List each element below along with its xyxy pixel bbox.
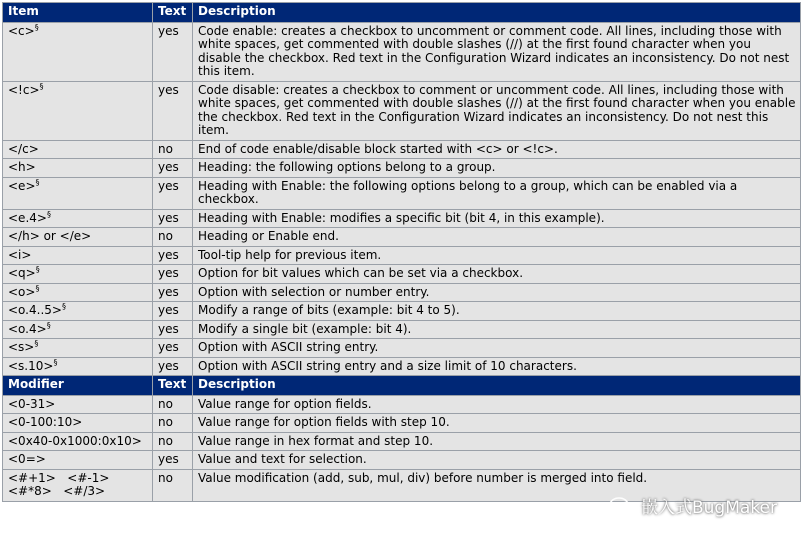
table-row	[3, 302, 801, 321]
item-code: <!c>	[8, 82, 40, 97]
item-code: <o.4..5>	[8, 303, 62, 317]
text-cell: no	[153, 395, 193, 414]
description-cell: Tool-tip help for previous item.	[193, 246, 801, 265]
item-code: <#+1> <#-1> <#*8> <#/3>	[8, 470, 110, 498]
item-cell	[3, 414, 153, 433]
table-row	[3, 432, 801, 451]
description-cell: Option with ASCII string entry.	[193, 339, 801, 358]
table-row	[3, 451, 801, 470]
description-cell: Modify a single bit (example: bit 4).	[193, 320, 801, 339]
modifier-header-row	[3, 376, 801, 396]
item-cell	[3, 265, 153, 284]
item-cell	[3, 283, 153, 302]
item-code: <q>	[8, 266, 36, 280]
text-cell: yes	[153, 22, 193, 81]
table-row	[3, 320, 801, 339]
description-cell: Heading with Enable: modifies a specific bit (bit 4, in this example).	[193, 209, 801, 228]
item-code: <0x40-0x1000:0x10>	[8, 433, 142, 448]
text-column-header-2: Text	[153, 376, 193, 396]
description-column-header: Description	[193, 3, 801, 23]
wechat-icon	[609, 496, 635, 516]
item-cell	[3, 81, 153, 140]
text-cell: no	[153, 414, 193, 433]
section-mark: §	[61, 302, 66, 311]
item-code: <o.4>	[8, 321, 47, 336]
description-cell: Option with selection or number entry.	[193, 283, 801, 302]
item-code: <i>	[8, 247, 32, 262]
text-cell: yes	[153, 357, 193, 376]
description-cell: Value range for option fields with step 10.	[193, 414, 801, 433]
table-row	[3, 159, 801, 178]
description-cell: Value modification (add, sub, mul, div) before number is merged into field.	[193, 469, 801, 501]
item-code: </c>	[8, 141, 39, 156]
modifier-column-header: Modifier	[3, 376, 153, 396]
item-cell	[3, 209, 153, 228]
text-cell: yes	[153, 283, 193, 302]
description-cell: Heading: the following options belong to a group.	[193, 159, 801, 178]
section-mark: §	[39, 81, 44, 91]
item-cell	[3, 302, 153, 321]
item-cell	[3, 469, 153, 501]
item-code: <h>	[8, 160, 36, 174]
section-mark: §	[46, 320, 51, 330]
item-cell	[3, 432, 153, 451]
item-cell	[3, 22, 153, 81]
description-cell: Heading with Enable: the following options belong to a group, which can be enabled via a checkbox.	[193, 177, 801, 209]
description-cell: Value range in hex format and step 10.	[193, 432, 801, 451]
text-cell: yes	[153, 339, 193, 358]
text-cell: yes	[153, 81, 193, 140]
table-row	[3, 81, 801, 140]
item-cell	[3, 140, 153, 159]
text-column-header: Text	[153, 3, 193, 23]
item-code: <0-31>	[8, 396, 56, 411]
item-code: <c>	[8, 23, 35, 38]
item-cell	[3, 357, 153, 376]
item-code: </h> or </e>	[8, 229, 92, 243]
item-code: <e>	[8, 178, 36, 193]
text-cell: yes	[153, 159, 193, 178]
table-row	[3, 339, 801, 358]
text-cell: no	[153, 140, 193, 159]
section-mark: §	[34, 22, 39, 32]
text-cell: yes	[153, 302, 193, 321]
table-row	[3, 22, 801, 81]
item-code: <0=>	[8, 452, 46, 466]
table-row	[3, 228, 801, 247]
table-row	[3, 414, 801, 433]
description-cell: Heading or Enable end.	[193, 228, 801, 247]
description-cell: End of code enable/disable block started with <c> or <!c>.	[193, 140, 801, 159]
description-cell: Option with ASCII string entry and a size limit of 10 characters.	[193, 357, 801, 376]
item-code: <e.4>	[8, 210, 47, 225]
text-cell: yes	[153, 177, 193, 209]
item-cell	[3, 177, 153, 209]
item-header-row	[3, 3, 801, 23]
item-cell	[3, 159, 153, 178]
description-cell: Option for bit values which can be set via a checkbox.	[193, 265, 801, 284]
section-mark: §	[35, 177, 40, 187]
item-cell	[3, 339, 153, 358]
description-cell: Modify a range of bits (example: bit 4 to 5).	[193, 302, 801, 321]
text-cell: yes	[153, 320, 193, 339]
text-cell: yes	[153, 246, 193, 265]
text-cell: yes	[153, 265, 193, 284]
item-cell	[3, 320, 153, 339]
description-cell: Value and text for selection.	[193, 451, 801, 470]
section-mark: §	[34, 339, 39, 348]
item-cell	[3, 395, 153, 414]
table-row	[3, 209, 801, 228]
text-cell: no	[153, 228, 193, 247]
text-cell: yes	[153, 451, 193, 470]
watermark-text: 嵌入式BugMaker	[641, 498, 777, 518]
section-mark: §	[35, 283, 40, 293]
text-cell: no	[153, 469, 193, 501]
config-wizard-annotations-table	[2, 2, 801, 502]
item-cell	[3, 228, 153, 247]
item-code: <o>	[8, 284, 36, 299]
section-mark: §	[35, 265, 40, 274]
description-cell: Code disable: creates a checkbox to comment or uncomment code. All lines, including those with white spaces, get commented with double slashes (//) at the first found character when you enable the checkbox. Red text in the Configuration Wizard indicates an inconsistency. Do not nest this item.	[193, 81, 801, 140]
table-row	[3, 357, 801, 376]
section-mark: §	[46, 209, 51, 219]
item-cell	[3, 451, 153, 470]
table-row	[3, 177, 801, 209]
table-row	[3, 140, 801, 159]
section-mark: §	[53, 357, 58, 367]
watermark	[609, 493, 777, 518]
table-row	[3, 265, 801, 284]
table-row	[3, 395, 801, 414]
item-code: <s>	[8, 340, 35, 354]
table-row	[3, 246, 801, 265]
text-cell: no	[153, 432, 193, 451]
description-cell: Value range for option fields.	[193, 395, 801, 414]
description-column-header-2: Description	[193, 376, 801, 396]
item-cell	[3, 246, 153, 265]
item-column-header: Item	[3, 3, 153, 23]
item-code: <s.10>	[8, 358, 54, 373]
description-cell: Code enable: creates a checkbox to uncomment or comment code. All lines, including those with white spaces, get commented with double slashes (//) at the first found character when you disable the checkbox. Red text in the Configuration Wizard indicates an inconsistency. Do not nest this item.	[193, 22, 801, 81]
text-cell: yes	[153, 209, 193, 228]
item-code: <0-100:10>	[8, 415, 83, 429]
table-row	[3, 283, 801, 302]
